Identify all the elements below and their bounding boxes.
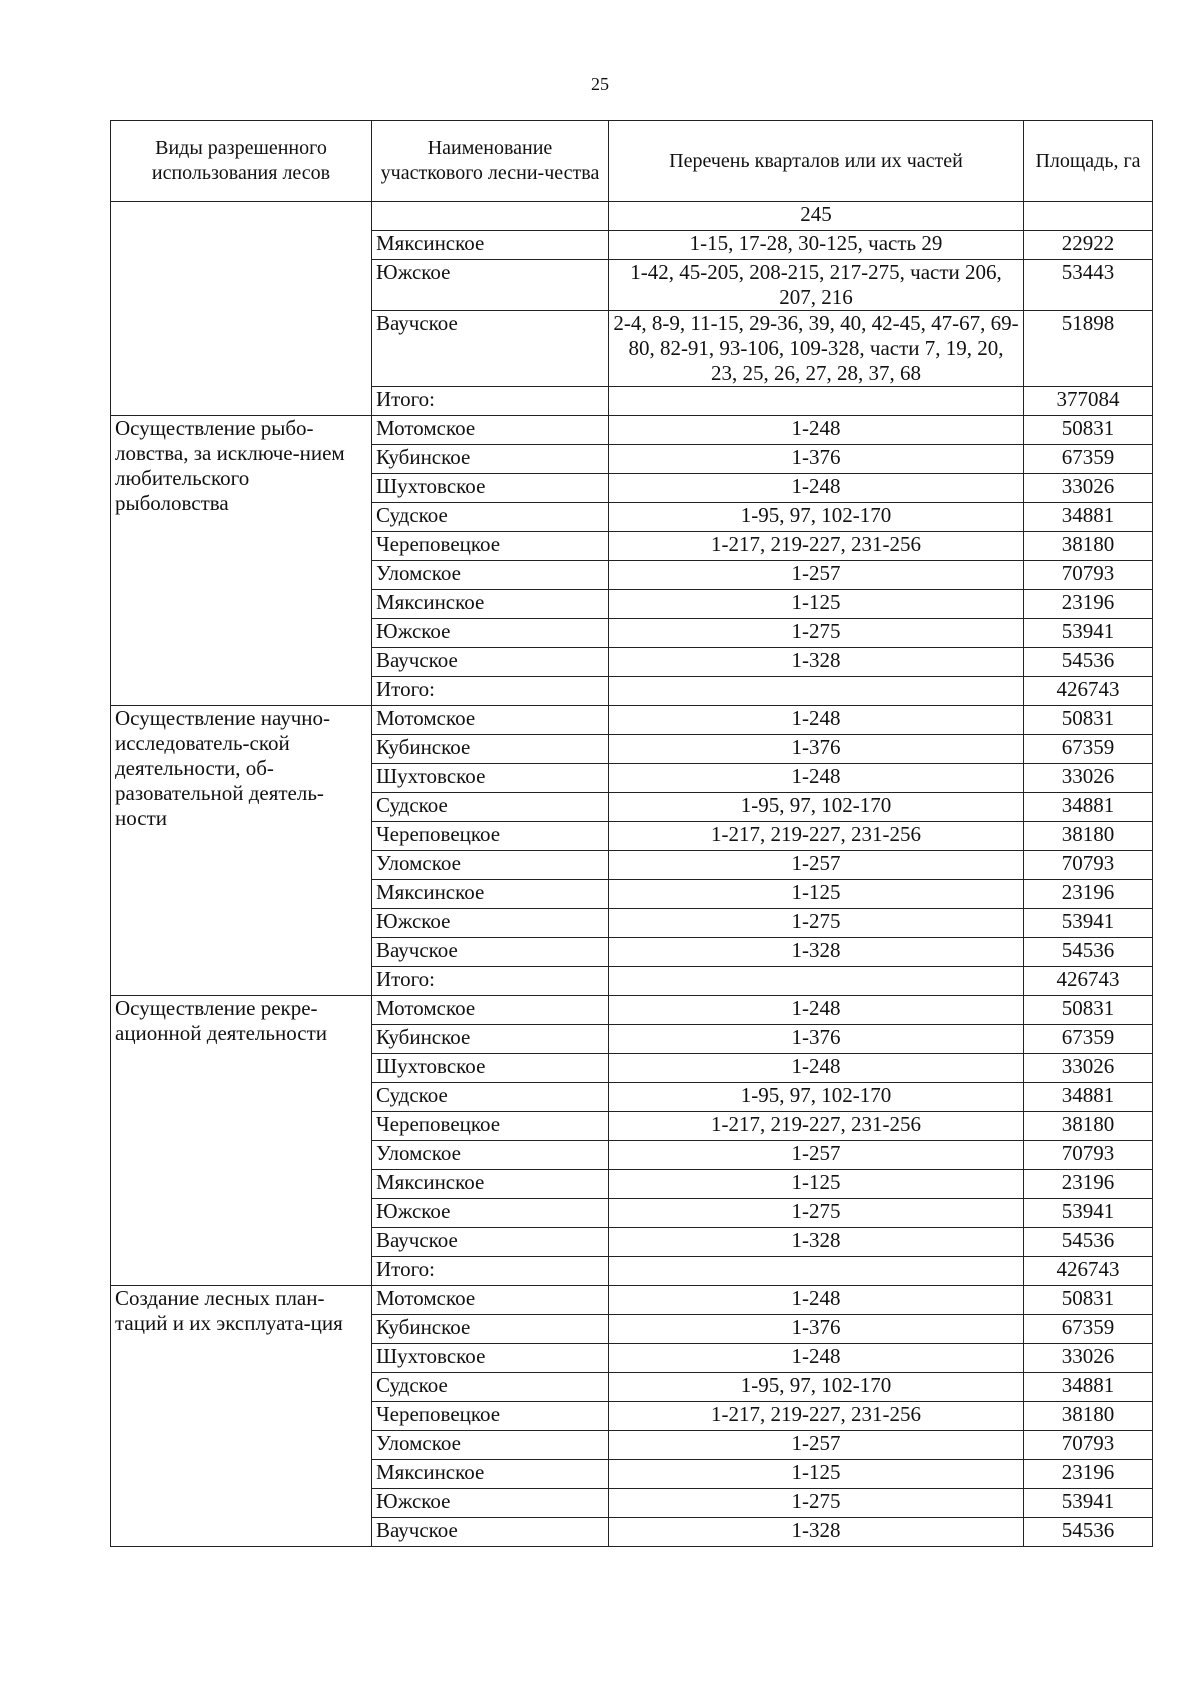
- forestry-cell: Южское: [372, 909, 609, 938]
- quarters-cell: 2-4, 8-9, 11-15, 29-36, 39, 40, 42-45, 47-67, 69-80, 82-91, 93-106, 109-328, части 7, 19, 20, 23, 25, 26, 27, 28, 37, 68: [609, 311, 1024, 387]
- forestry-cell: Мотомское: [372, 416, 609, 445]
- forestry-cell: Итого:: [372, 677, 609, 706]
- quarters-cell: 1-257: [609, 561, 1024, 590]
- forestry-cell: Мяксинское: [372, 1170, 609, 1199]
- quarters-cell: 1-275: [609, 619, 1024, 648]
- forestry-cell: Ваучское: [372, 1228, 609, 1257]
- header-use: Виды разрешенного использования лесов: [111, 121, 372, 202]
- area-cell: 70793: [1024, 1431, 1153, 1460]
- quarters-cell: [609, 1257, 1024, 1286]
- area-cell: 33026: [1024, 1054, 1153, 1083]
- page-number: 25: [591, 74, 609, 94]
- forestry-cell: Мотомское: [372, 706, 609, 735]
- use-type-cell: Осуществление рекре-ационной деятельности: [111, 996, 372, 1286]
- area-cell: 38180: [1024, 822, 1153, 851]
- area-cell: 53941: [1024, 619, 1153, 648]
- forestry-cell: Мяксинское: [372, 590, 609, 619]
- area-cell: 54536: [1024, 938, 1153, 967]
- quarters-cell: 1-95, 97, 102-170: [609, 1083, 1024, 1112]
- area-cell: 53941: [1024, 1489, 1153, 1518]
- area-cell: 50831: [1024, 416, 1153, 445]
- forestry-cell: Итого:: [372, 1257, 609, 1286]
- quarters-cell: 1-328: [609, 938, 1024, 967]
- quarters-cell: 1-275: [609, 909, 1024, 938]
- area-cell: 51898: [1024, 311, 1153, 387]
- forestry-cell: Судское: [372, 1373, 609, 1402]
- quarters-cell: 1-328: [609, 1518, 1024, 1547]
- quarters-cell: 1-125: [609, 880, 1024, 909]
- table-body: [111, 202, 1153, 1547]
- area-cell: 23196: [1024, 590, 1153, 619]
- area-cell: 50831: [1024, 706, 1153, 735]
- area-cell: [1024, 202, 1153, 231]
- use-type-cell: Осуществление научно-исследователь-ской деятельности, об-разовательной деятель-ности: [111, 706, 372, 996]
- header-forestry: Наименование участкового лесни-чества: [372, 121, 609, 202]
- area-cell: 426743: [1024, 967, 1153, 996]
- forestry-cell: Череповецкое: [372, 532, 609, 561]
- quarters-cell: [609, 387, 1024, 416]
- forestry-cell: Ваучское: [372, 648, 609, 677]
- forestry-cell: Шухтовское: [372, 1344, 609, 1373]
- area-cell: 54536: [1024, 648, 1153, 677]
- quarters-cell: 1-42, 45-205, 208-215, 217-275, части 206, 207, 216: [609, 260, 1024, 311]
- forestry-cell: Кубинское: [372, 1315, 609, 1344]
- quarters-cell: 1-376: [609, 1025, 1024, 1054]
- area-cell: 38180: [1024, 1402, 1153, 1431]
- quarters-cell: [609, 677, 1024, 706]
- quarters-cell: 1-95, 97, 102-170: [609, 503, 1024, 532]
- quarters-cell: 1-257: [609, 1431, 1024, 1460]
- forestry-cell: Ваучское: [372, 311, 609, 387]
- quarters-cell: 1-125: [609, 1460, 1024, 1489]
- forest-use-table: [110, 120, 1153, 1547]
- quarters-cell: 1-328: [609, 1228, 1024, 1257]
- table-row: [111, 706, 1153, 735]
- forestry-cell: Череповецкое: [372, 1402, 609, 1431]
- forestry-cell: Итого:: [372, 387, 609, 416]
- area-cell: 33026: [1024, 474, 1153, 503]
- use-type-cell: Осуществление рыбо-ловства, за исключе-нием любительского рыболовства: [111, 416, 372, 706]
- area-cell: 70793: [1024, 851, 1153, 880]
- quarters-cell: 1-248: [609, 416, 1024, 445]
- quarters-cell: 1-95, 97, 102-170: [609, 1373, 1024, 1402]
- area-cell: 34881: [1024, 503, 1153, 532]
- quarters-cell: 1-15, 17-28, 30-125, часть 29: [609, 231, 1024, 260]
- quarters-cell: 1-275: [609, 1489, 1024, 1518]
- forestry-cell: Ваучское: [372, 1518, 609, 1547]
- forestry-cell: Южское: [372, 260, 609, 311]
- forestry-cell: Шухтовское: [372, 1054, 609, 1083]
- quarters-cell: 1-217, 219-227, 231-256: [609, 822, 1024, 851]
- quarters-cell: 1-248: [609, 474, 1024, 503]
- quarters-cell: 1-217, 219-227, 231-256: [609, 532, 1024, 561]
- quarters-cell: 1-248: [609, 1054, 1024, 1083]
- quarters-cell: 1-275: [609, 1199, 1024, 1228]
- forestry-cell: Шухтовское: [372, 474, 609, 503]
- forestry-cell: Ваучское: [372, 938, 609, 967]
- forestry-cell: Уломское: [372, 851, 609, 880]
- area-cell: 54536: [1024, 1228, 1153, 1257]
- quarters-cell: 1-376: [609, 445, 1024, 474]
- area-cell: 33026: [1024, 1344, 1153, 1373]
- quarters-cell: 1-376: [609, 1315, 1024, 1344]
- forestry-cell: Судское: [372, 503, 609, 532]
- table-row: [111, 202, 1153, 231]
- area-cell: 53941: [1024, 1199, 1153, 1228]
- area-cell: 50831: [1024, 1286, 1153, 1315]
- forestry-cell: [372, 202, 609, 231]
- area-cell: 67359: [1024, 735, 1153, 764]
- area-cell: 22922: [1024, 231, 1153, 260]
- forestry-cell: Кубинское: [372, 445, 609, 474]
- area-cell: 23196: [1024, 1170, 1153, 1199]
- forestry-cell: Южское: [372, 619, 609, 648]
- table-row: [111, 416, 1153, 445]
- area-cell: 67359: [1024, 1315, 1153, 1344]
- forestry-cell: Судское: [372, 1083, 609, 1112]
- area-cell: 33026: [1024, 764, 1153, 793]
- forestry-cell: Кубинское: [372, 1025, 609, 1054]
- forestry-cell: Мяксинское: [372, 1460, 609, 1489]
- area-cell: 377084: [1024, 387, 1153, 416]
- quarters-cell: 1-217, 219-227, 231-256: [609, 1112, 1024, 1141]
- forestry-cell: Кубинское: [372, 735, 609, 764]
- forestry-cell: Шухтовское: [372, 764, 609, 793]
- quarters-cell: 1-248: [609, 706, 1024, 735]
- quarters-cell: 1-248: [609, 764, 1024, 793]
- use-type-cell: Создание лесных план-таций и их эксплуата-ция: [111, 1286, 372, 1547]
- forestry-cell: Мяксинское: [372, 231, 609, 260]
- quarters-cell: 1-376: [609, 735, 1024, 764]
- area-cell: 50831: [1024, 996, 1153, 1025]
- area-cell: 23196: [1024, 880, 1153, 909]
- area-cell: 53941: [1024, 909, 1153, 938]
- area-cell: 34881: [1024, 1083, 1153, 1112]
- table-row: [111, 1286, 1153, 1315]
- area-cell: 70793: [1024, 1141, 1153, 1170]
- quarters-cell: 1-328: [609, 648, 1024, 677]
- use-type-cell: [111, 202, 372, 416]
- forestry-cell: Судское: [372, 793, 609, 822]
- forestry-cell: Мяксинское: [372, 880, 609, 909]
- quarters-cell: 1-257: [609, 1141, 1024, 1170]
- area-cell: 67359: [1024, 445, 1153, 474]
- area-cell: 70793: [1024, 561, 1153, 590]
- quarters-cell: 1-125: [609, 590, 1024, 619]
- forestry-cell: Уломское: [372, 1141, 609, 1170]
- header-area: Площадь, га: [1024, 121, 1153, 202]
- area-cell: 426743: [1024, 677, 1153, 706]
- area-cell: 38180: [1024, 532, 1153, 561]
- forestry-cell: Южское: [372, 1199, 609, 1228]
- area-cell: 426743: [1024, 1257, 1153, 1286]
- area-cell: 38180: [1024, 1112, 1153, 1141]
- forestry-cell: Мотомское: [372, 996, 609, 1025]
- area-cell: 67359: [1024, 1025, 1153, 1054]
- header-quarters: Перечень кварталов или их частей: [609, 121, 1024, 202]
- quarters-cell: 1-248: [609, 1286, 1024, 1315]
- quarters-cell: 1-95, 97, 102-170: [609, 793, 1024, 822]
- area-cell: 54536: [1024, 1518, 1153, 1547]
- forestry-cell: Итого:: [372, 967, 609, 996]
- forestry-cell: Череповецкое: [372, 822, 609, 851]
- forestry-cell: Уломское: [372, 561, 609, 590]
- area-cell: 34881: [1024, 1373, 1153, 1402]
- area-cell: 34881: [1024, 793, 1153, 822]
- forestry-cell: Череповецкое: [372, 1112, 609, 1141]
- table-row: [111, 996, 1153, 1025]
- quarters-cell: 1-217, 219-227, 231-256: [609, 1402, 1024, 1431]
- quarters-cell: [609, 967, 1024, 996]
- quarters-cell: 1-248: [609, 1344, 1024, 1373]
- quarters-cell: 1-257: [609, 851, 1024, 880]
- area-cell: 53443: [1024, 260, 1153, 311]
- forestry-cell: Южское: [372, 1489, 609, 1518]
- forestry-cell: Уломское: [372, 1431, 609, 1460]
- quarters-cell: 1-248: [609, 996, 1024, 1025]
- area-cell: 23196: [1024, 1460, 1153, 1489]
- quarters-cell: 1-125: [609, 1170, 1024, 1199]
- forestry-cell: Мотомское: [372, 1286, 609, 1315]
- quarters-cell: 245: [609, 202, 1024, 231]
- table-header-row: [111, 121, 1153, 202]
